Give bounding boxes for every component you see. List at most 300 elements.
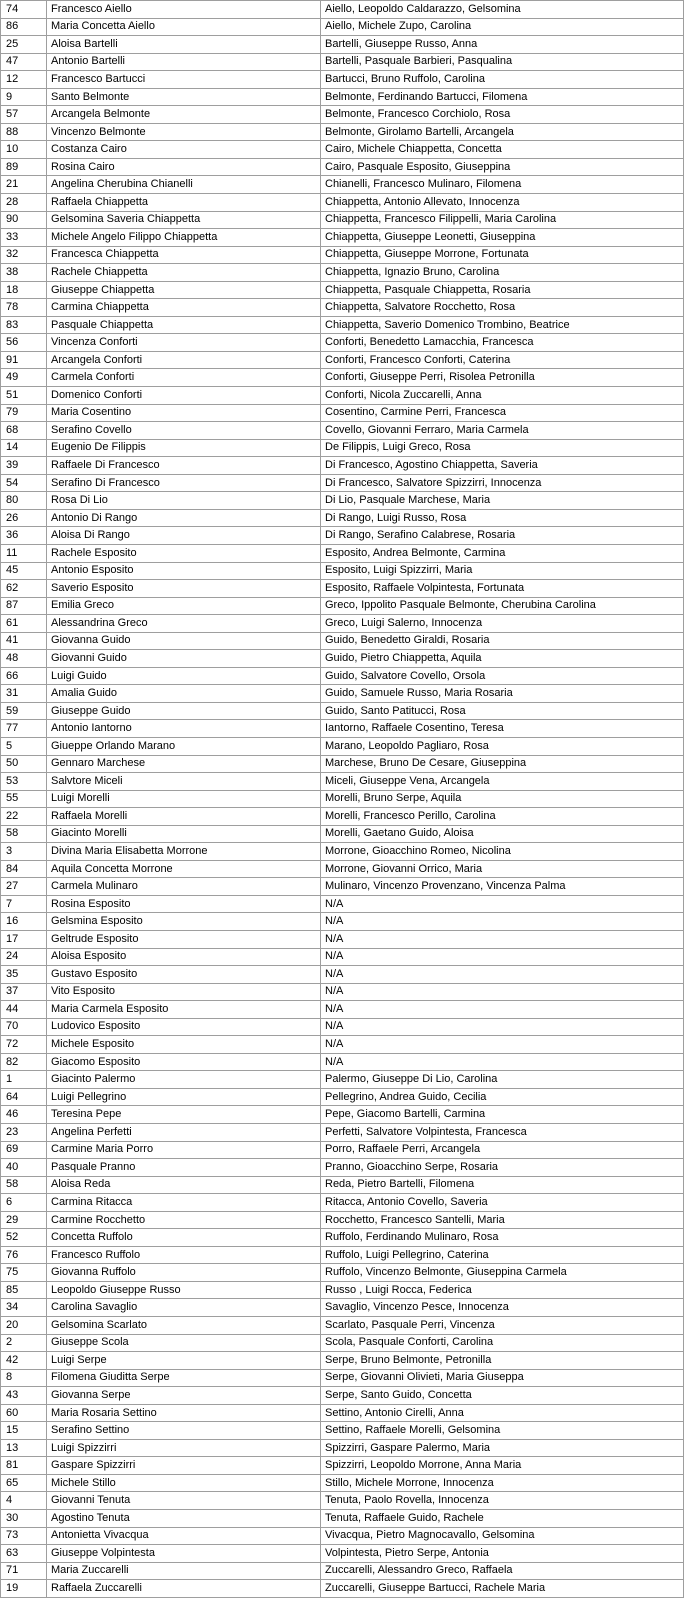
parents-names: Spizzirri, Leopoldo Morrone, Anna Maria <box>321 1457 684 1475</box>
table-row <box>1 1439 684 1457</box>
table-row <box>1 913 684 931</box>
person-name: Vito Esposito <box>47 983 321 1001</box>
person-name: Antonio Iantorno <box>47 720 321 738</box>
table-row <box>1 1106 684 1124</box>
person-name: Giueppe Orlando Marano <box>47 737 321 755</box>
record-number: 55 <box>1 790 47 808</box>
table-row <box>1 632 684 650</box>
parents-names: Ruffolo, Vincenzo Belmonte, Giuseppina Carmela <box>321 1264 684 1282</box>
table-row <box>1 474 684 492</box>
record-number: 54 <box>1 474 47 492</box>
record-number: 58 <box>1 825 47 843</box>
parents-names: Belmonte, Girolamo Bartelli, Arcangela <box>321 123 684 141</box>
table-row <box>1 141 684 159</box>
table-row <box>1 790 684 808</box>
parents-names: Chianelli, Francesco Mulinaro, Filomena <box>321 176 684 194</box>
parents-names: Esposito, Luigi Spizzirri, Maria <box>321 562 684 580</box>
record-number: 80 <box>1 492 47 510</box>
parents-names: Conforti, Francesco Conforti, Caterina <box>321 351 684 369</box>
table-row <box>1 1211 684 1229</box>
person-name: Maria Carmela Esposito <box>47 1001 321 1019</box>
table-row <box>1 299 684 317</box>
parents-names: Conforti, Benedetto Lamacchia, Francesca <box>321 334 684 352</box>
parents-names: Rocchetto, Francesco Santelli, Maria <box>321 1211 684 1229</box>
parents-names: Zuccarelli, Alessandro Greco, Raffaela <box>321 1562 684 1580</box>
table-row <box>1 1580 684 1598</box>
table-row <box>1 1036 684 1054</box>
parents-names: Tenuta, Paolo Rovella, Innocenza <box>321 1492 684 1510</box>
table-row <box>1 1317 684 1335</box>
record-number: 27 <box>1 878 47 896</box>
parents-names: Scola, Pasquale Conforti, Carolina <box>321 1334 684 1352</box>
person-name: Gennaro Marchese <box>47 755 321 773</box>
record-number: 3 <box>1 843 47 861</box>
parents-names: Volpintesta, Pietro Serpe, Antonia <box>321 1545 684 1563</box>
record-number: 15 <box>1 1422 47 1440</box>
person-name: Gaspare Spizzirri <box>47 1457 321 1475</box>
parents-names: Bartelli, Pasquale Barbieri, Pasqualina <box>321 53 684 71</box>
person-name: Giovanna Ruffolo <box>47 1264 321 1282</box>
parents-names: Morrone, Giovanni Orrico, Maria <box>321 860 684 878</box>
person-name: Arcangela Belmonte <box>47 106 321 124</box>
person-name: Aloisa Reda <box>47 1176 321 1194</box>
table-row <box>1 825 684 843</box>
table-row <box>1 1018 684 1036</box>
record-number: 68 <box>1 422 47 440</box>
record-number: 32 <box>1 246 47 264</box>
parents-names: N/A <box>321 1053 684 1071</box>
person-name: Concetta Ruffolo <box>47 1229 321 1247</box>
table-row <box>1 1299 684 1317</box>
parents-names: Mulinaro, Vincenzo Provenzano, Vincenza Palma <box>321 878 684 896</box>
table-row <box>1 930 684 948</box>
table-row <box>1 650 684 668</box>
person-name: Luigi Morelli <box>47 790 321 808</box>
parents-names: Morelli, Gaetano Guido, Aloisa <box>321 825 684 843</box>
record-number: 19 <box>1 1580 47 1598</box>
table-row <box>1 1159 684 1177</box>
parents-names: Conforti, Giuseppe Perri, Risolea Petronilla <box>321 369 684 387</box>
person-name: Eugenio De Filippis <box>47 439 321 457</box>
person-name: Geltrude Esposito <box>47 930 321 948</box>
table-row <box>1 1334 684 1352</box>
table-row <box>1 281 684 299</box>
parents-names: N/A <box>321 1001 684 1019</box>
parents-names: N/A <box>321 1036 684 1054</box>
table-row <box>1 597 684 615</box>
record-number: 45 <box>1 562 47 580</box>
record-number: 69 <box>1 1141 47 1159</box>
table-row <box>1 667 684 685</box>
parents-names: Bartelli, Giuseppe Russo, Anna <box>321 36 684 54</box>
record-number: 17 <box>1 930 47 948</box>
record-number: 39 <box>1 457 47 475</box>
table-row <box>1 1387 684 1405</box>
record-number: 73 <box>1 1527 47 1545</box>
record-number: 30 <box>1 1510 47 1528</box>
table-row <box>1 369 684 387</box>
record-number: 48 <box>1 650 47 668</box>
person-name: Raffaela Zuccarelli <box>47 1580 321 1598</box>
person-name: Amalia Guido <box>47 685 321 703</box>
parents-names: Guido, Benedetto Giraldi, Rosaria <box>321 632 684 650</box>
table-row <box>1 527 684 545</box>
person-name: Carmina Chiappetta <box>47 299 321 317</box>
person-name: Michele Stillo <box>47 1474 321 1492</box>
record-number: 5 <box>1 737 47 755</box>
table-row <box>1 615 684 633</box>
table-row <box>1 737 684 755</box>
parents-names: N/A <box>321 913 684 931</box>
parents-names: Porro, Raffaele Perri, Arcangela <box>321 1141 684 1159</box>
person-name: Francesca Chiappetta <box>47 246 321 264</box>
table-row <box>1 158 684 176</box>
person-name: Serafino Covello <box>47 422 321 440</box>
record-number: 53 <box>1 773 47 791</box>
parents-names: Greco, Luigi Salerno, Innocenza <box>321 615 684 633</box>
table-row <box>1 88 684 106</box>
person-name: Rachele Esposito <box>47 544 321 562</box>
record-number: 71 <box>1 1562 47 1580</box>
parents-names: N/A <box>321 1018 684 1036</box>
table-row <box>1 1474 684 1492</box>
person-name: Carmina Ritacca <box>47 1194 321 1212</box>
table-row <box>1 1229 684 1247</box>
parents-names: Ritacca, Antonio Covello, Saveria <box>321 1194 684 1212</box>
person-name: Angelina Cherubina Chianelli <box>47 176 321 194</box>
table-row <box>1 1352 684 1370</box>
record-number: 74 <box>1 1 47 19</box>
parents-names: Di Francesco, Salvatore Spizzirri, Innocenza <box>321 474 684 492</box>
record-number: 42 <box>1 1352 47 1370</box>
parents-names: Morelli, Bruno Serpe, Aquila <box>321 790 684 808</box>
record-number: 86 <box>1 18 47 36</box>
record-number: 83 <box>1 316 47 334</box>
record-number: 64 <box>1 1088 47 1106</box>
person-name: Antonio Bartelli <box>47 53 321 71</box>
parents-names: Cairo, Pasquale Esposito, Giuseppina <box>321 158 684 176</box>
person-name: Aloisa Di Rango <box>47 527 321 545</box>
parents-names: Cairo, Michele Chiappetta, Concetta <box>321 141 684 159</box>
parents-names: Zuccarelli, Giuseppe Bartucci, Rachele Maria <box>321 1580 684 1598</box>
table-row <box>1 176 684 194</box>
person-name: Rachele Chiappetta <box>47 264 321 282</box>
table-row <box>1 878 684 896</box>
parents-names: N/A <box>321 966 684 984</box>
parents-names: Greco, Ippolito Pasquale Belmonte, Cherubina Carolina <box>321 597 684 615</box>
table-row <box>1 895 684 913</box>
parents-names: Guido, Salvatore Covello, Orsola <box>321 667 684 685</box>
parents-names: Di Rango, Luigi Russo, Rosa <box>321 509 684 527</box>
parents-names: Guido, Santo Patitucci, Rosa <box>321 702 684 720</box>
record-number: 8 <box>1 1369 47 1387</box>
record-number: 76 <box>1 1246 47 1264</box>
parents-names: Chiappetta, Ignazio Bruno, Carolina <box>321 264 684 282</box>
record-number: 58 <box>1 1176 47 1194</box>
record-number: 63 <box>1 1545 47 1563</box>
record-number: 1 <box>1 1071 47 1089</box>
person-name: Antonio Esposito <box>47 562 321 580</box>
record-number: 62 <box>1 580 47 598</box>
record-number: 91 <box>1 351 47 369</box>
person-name: Raffaela Chiappetta <box>47 194 321 212</box>
record-number: 49 <box>1 369 47 387</box>
table-row <box>1 106 684 124</box>
record-number: 37 <box>1 983 47 1001</box>
table-row <box>1 439 684 457</box>
record-number: 12 <box>1 71 47 89</box>
parents-names: Russo , Luigi Rocca, Federica <box>321 1281 684 1299</box>
table-row <box>1 808 684 826</box>
table-row <box>1 580 684 598</box>
table-row <box>1 351 684 369</box>
table-row <box>1 1 684 19</box>
record-number: 89 <box>1 158 47 176</box>
table-row <box>1 1422 684 1440</box>
person-name: Giuseppe Scola <box>47 1334 321 1352</box>
parents-names: Marchese, Bruno De Cesare, Giuseppina <box>321 755 684 773</box>
table-row <box>1 1001 684 1019</box>
table-row <box>1 562 684 580</box>
person-name: Serafino Settino <box>47 1422 321 1440</box>
parents-names: Guido, Samuele Russo, Maria Rosaria <box>321 685 684 703</box>
parents-names: Reda, Pietro Bartelli, Filomena <box>321 1176 684 1194</box>
person-name: Antonietta Vivacqua <box>47 1527 321 1545</box>
table-row <box>1 36 684 54</box>
parents-names: Aiello, Michele Zupo, Carolina <box>321 18 684 36</box>
table-row <box>1 544 684 562</box>
table-row <box>1 123 684 141</box>
person-name: Raffaele Di Francesco <box>47 457 321 475</box>
record-number: 44 <box>1 1001 47 1019</box>
record-number: 60 <box>1 1404 47 1422</box>
table-row <box>1 404 684 422</box>
record-number: 77 <box>1 720 47 738</box>
person-name: Gustavo Esposito <box>47 966 321 984</box>
record-number: 22 <box>1 808 47 826</box>
person-name: Raffaela Morelli <box>47 808 321 826</box>
person-name: Giuseppe Chiappetta <box>47 281 321 299</box>
record-number: 41 <box>1 632 47 650</box>
table-row <box>1 1246 684 1264</box>
record-number: 18 <box>1 281 47 299</box>
parents-names: Serpe, Bruno Belmonte, Petronilla <box>321 1352 684 1370</box>
record-number: 56 <box>1 334 47 352</box>
record-number: 11 <box>1 544 47 562</box>
table-row <box>1 422 684 440</box>
table-row <box>1 1510 684 1528</box>
parents-names: Tenuta, Raffaele Guido, Rachele <box>321 1510 684 1528</box>
parents-names: Ruffolo, Ferdinando Mulinaro, Rosa <box>321 1229 684 1247</box>
person-name: Pasquale Chiappetta <box>47 316 321 334</box>
table-row <box>1 1404 684 1422</box>
record-number: 24 <box>1 948 47 966</box>
table-row <box>1 1071 684 1089</box>
person-name: Leopoldo Giuseppe Russo <box>47 1281 321 1299</box>
person-name: Costanza Cairo <box>47 141 321 159</box>
record-number: 25 <box>1 36 47 54</box>
record-number: 47 <box>1 53 47 71</box>
person-name: Giovanni Tenuta <box>47 1492 321 1510</box>
record-number: 40 <box>1 1159 47 1177</box>
table-body <box>1 1 684 1598</box>
record-number: 29 <box>1 1211 47 1229</box>
person-name: Luigi Pellegrino <box>47 1088 321 1106</box>
parents-names: Di Lio, Pasquale Marchese, Maria <box>321 492 684 510</box>
person-name: Giuseppe Guido <box>47 702 321 720</box>
parents-names: Belmonte, Francesco Corchiolo, Rosa <box>321 106 684 124</box>
person-name: Teresina Pepe <box>47 1106 321 1124</box>
parents-names: Palermo, Giuseppe Di Lio, Carolina <box>321 1071 684 1089</box>
parents-names: Savaglio, Vincenzo Pesce, Innocenza <box>321 1299 684 1317</box>
table-row <box>1 264 684 282</box>
record-number: 57 <box>1 106 47 124</box>
table-row <box>1 1088 684 1106</box>
record-number: 65 <box>1 1474 47 1492</box>
parents-names: Pranno, Gioacchino Serpe, Rosaria <box>321 1159 684 1177</box>
person-name: Giacomo Esposito <box>47 1053 321 1071</box>
table-row <box>1 509 684 527</box>
table-row <box>1 71 684 89</box>
record-number: 34 <box>1 1299 47 1317</box>
table-row <box>1 53 684 71</box>
record-number: 31 <box>1 685 47 703</box>
table-row <box>1 685 684 703</box>
table-row <box>1 1369 684 1387</box>
table-row <box>1 1545 684 1563</box>
record-number: 14 <box>1 439 47 457</box>
parents-names: Stillo, Michele Morrone, Innocenza <box>321 1474 684 1492</box>
person-name: Giuseppe Volpintesta <box>47 1545 321 1563</box>
person-name: Maria Concetta Aiello <box>47 18 321 36</box>
parents-names: Guido, Pietro Chiappetta, Aquila <box>321 650 684 668</box>
table-row <box>1 246 684 264</box>
record-number: 28 <box>1 194 47 212</box>
record-number: 4 <box>1 1492 47 1510</box>
record-number: 21 <box>1 176 47 194</box>
person-name: Alessandrina Greco <box>47 615 321 633</box>
record-number: 81 <box>1 1457 47 1475</box>
person-name: Francesco Ruffolo <box>47 1246 321 1264</box>
record-number: 84 <box>1 860 47 878</box>
person-name: Santo Belmonte <box>47 88 321 106</box>
record-number: 79 <box>1 404 47 422</box>
parents-names: Serpe, Giovanni Olivieti, Maria Giuseppa <box>321 1369 684 1387</box>
person-name: Arcangela Conforti <box>47 351 321 369</box>
parents-names: N/A <box>321 930 684 948</box>
person-name: Vincenza Conforti <box>47 334 321 352</box>
parents-names: Chiappetta, Saverio Domenico Trombino, Beatrice <box>321 316 684 334</box>
parents-names: Marano, Leopoldo Pagliaro, Rosa <box>321 737 684 755</box>
record-number: 2 <box>1 1334 47 1352</box>
parents-names: Vivacqua, Pietro Magnocavallo, Gelsomina <box>321 1527 684 1545</box>
table-row <box>1 1053 684 1071</box>
parents-names: De Filippis, Luigi Greco, Rosa <box>321 439 684 457</box>
parents-names: Morelli, Francesco Perillo, Carolina <box>321 808 684 826</box>
person-name: Carmine Rocchetto <box>47 1211 321 1229</box>
person-name: Divina Maria Elisabetta Morrone <box>47 843 321 861</box>
record-number: 46 <box>1 1106 47 1124</box>
table-row <box>1 860 684 878</box>
person-name: Emilia Greco <box>47 597 321 615</box>
person-name: Giovanna Guido <box>47 632 321 650</box>
table-row <box>1 1562 684 1580</box>
table-row <box>1 966 684 984</box>
parents-names: Conforti, Nicola Zuccarelli, Anna <box>321 387 684 405</box>
record-number: 20 <box>1 1317 47 1335</box>
person-name: Aloisa Bartelli <box>47 36 321 54</box>
table-row <box>1 1492 684 1510</box>
table-row <box>1 1281 684 1299</box>
table-row <box>1 387 684 405</box>
person-name: Giovanni Guido <box>47 650 321 668</box>
person-name: Francesco Aiello <box>47 1 321 19</box>
record-number: 23 <box>1 1124 47 1142</box>
parents-names: N/A <box>321 895 684 913</box>
parents-names: Di Francesco, Agostino Chiappetta, Saveria <box>321 457 684 475</box>
parents-names: N/A <box>321 983 684 1001</box>
parents-names: Chiappetta, Giuseppe Morrone, Fortunata <box>321 246 684 264</box>
person-name: Gelsomina Scarlato <box>47 1317 321 1335</box>
record-number: 88 <box>1 123 47 141</box>
table-row <box>1 983 684 1001</box>
record-number: 59 <box>1 702 47 720</box>
person-name: Antonio Di Rango <box>47 509 321 527</box>
table-row <box>1 18 684 36</box>
record-number: 26 <box>1 509 47 527</box>
record-number: 78 <box>1 299 47 317</box>
parents-names: Esposito, Andrea Belmonte, Carmina <box>321 544 684 562</box>
record-number: 85 <box>1 1281 47 1299</box>
record-number: 66 <box>1 667 47 685</box>
parents-names: Scarlato, Pasquale Perri, Vincenza <box>321 1317 684 1335</box>
parents-names: Serpe, Santo Guido, Concetta <box>321 1387 684 1405</box>
person-name: Carmine Maria Porro <box>47 1141 321 1159</box>
person-name: Serafino Di Francesco <box>47 474 321 492</box>
person-name: Pasquale Pranno <box>47 1159 321 1177</box>
record-number: 50 <box>1 755 47 773</box>
parents-names: Morrone, Gioacchino Romeo, Nicolina <box>321 843 684 861</box>
record-number: 9 <box>1 88 47 106</box>
record-number: 16 <box>1 913 47 931</box>
person-name: Carolina Savaglio <box>47 1299 321 1317</box>
table-row <box>1 457 684 475</box>
table-row <box>1 1527 684 1545</box>
table-row <box>1 1141 684 1159</box>
record-number: 51 <box>1 387 47 405</box>
person-name: Angelina Perfetti <box>47 1124 321 1142</box>
record-number: 72 <box>1 1036 47 1054</box>
record-number: 10 <box>1 141 47 159</box>
table-row <box>1 773 684 791</box>
record-number: 38 <box>1 264 47 282</box>
parents-names: Pellegrino, Andrea Guido, Cecilia <box>321 1088 684 1106</box>
parents-names: Chiappetta, Antonio Allevato, Innocenza <box>321 194 684 212</box>
person-name: Francesco Bartucci <box>47 71 321 89</box>
parents-names: Chiappetta, Giuseppe Leonetti, Giuseppina <box>321 229 684 247</box>
record-number: 82 <box>1 1053 47 1071</box>
person-name: Agostino Tenuta <box>47 1510 321 1528</box>
person-name: Filomena Giuditta Serpe <box>47 1369 321 1387</box>
table-row <box>1 1124 684 1142</box>
table-row <box>1 334 684 352</box>
record-number: 70 <box>1 1018 47 1036</box>
person-name: Rosina Esposito <box>47 895 321 913</box>
person-name: Aquila Concetta Morrone <box>47 860 321 878</box>
person-name: Salvtore Miceli <box>47 773 321 791</box>
person-name: Vincenzo Belmonte <box>47 123 321 141</box>
record-number: 61 <box>1 615 47 633</box>
